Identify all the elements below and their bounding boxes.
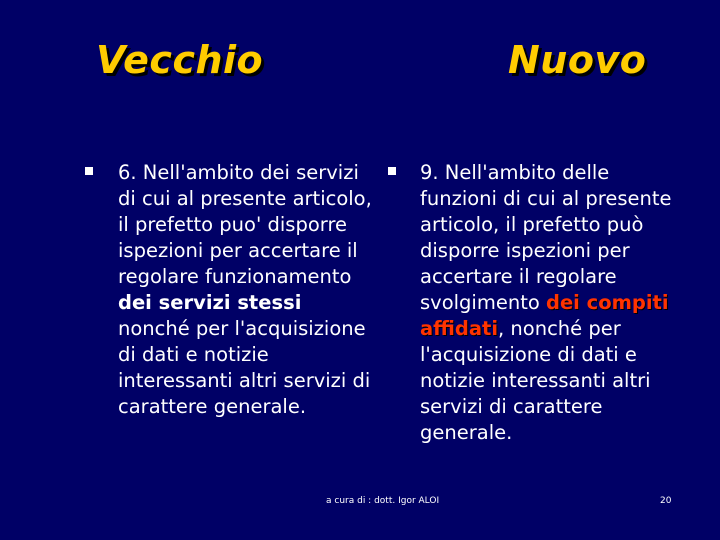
title-new: Nuovo: [508, 38, 647, 82]
title-old: Vecchio: [96, 38, 264, 82]
right-text-before: 9. Nell'ambito delle funzioni di cui al presente articolo, il prefetto può disporre ispezioni per accertare il regolare svolgimento: [420, 161, 672, 314]
right-text-highlight: dei compiti affidati: [420, 291, 669, 340]
left-text-bold: dei servizi stessi: [118, 291, 302, 314]
left-text-before: 6. Nell'ambito dei servizi di cui al presente articolo, il prefetto puo' disporre ispezioni per accertare il regolare funzionamento: [118, 161, 372, 288]
bullet-square-icon: [388, 167, 396, 175]
right-column: [420, 160, 680, 446]
page-number: 20: [660, 496, 672, 506]
right-text-after: , nonché per l'acquisizione di dati e notizie interessanti altri servizi di carattere generale.: [420, 317, 651, 444]
left-text-after: nonché per l'acquisizione di dati e notizie interessanti altri servizi di carattere generale.: [118, 317, 371, 418]
left-column: [118, 160, 373, 420]
bullet-square-icon: [85, 167, 93, 175]
footer-author: a cura di : dott. Igor ALOI: [326, 496, 440, 506]
